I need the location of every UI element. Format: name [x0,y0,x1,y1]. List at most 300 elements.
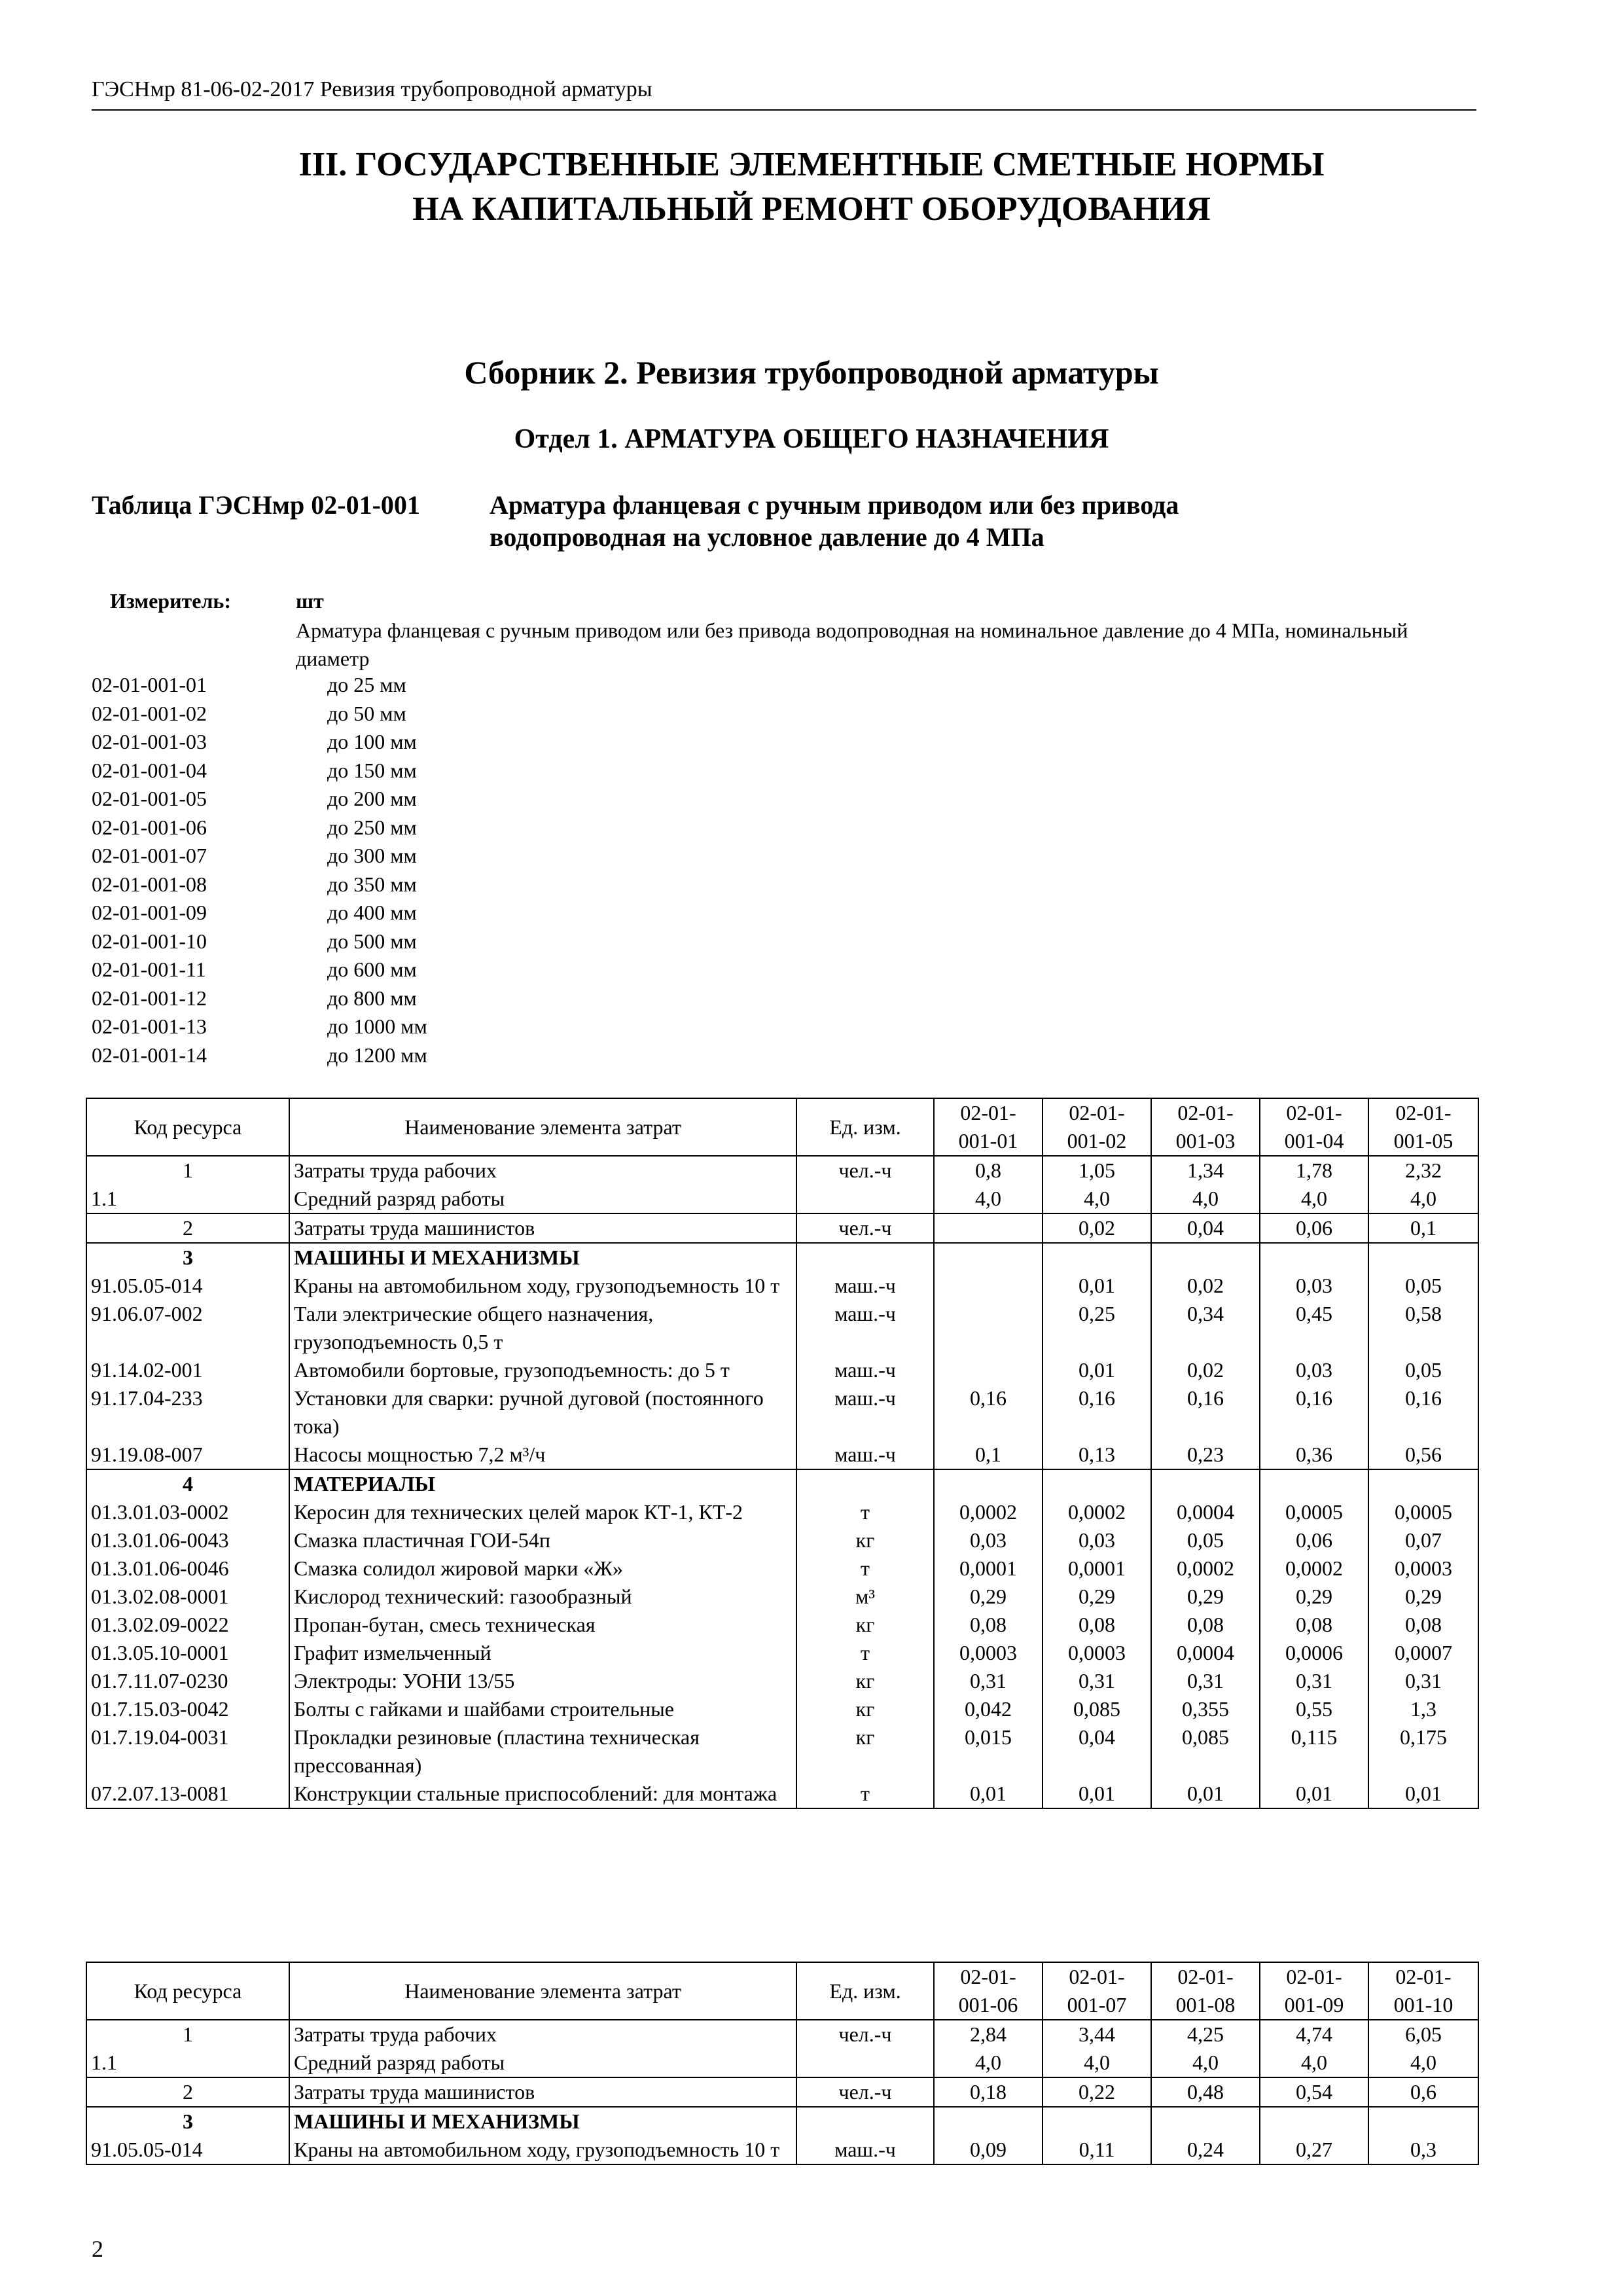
resource-code-cell: 91.05.05-014 [86,2136,289,2164]
value-cell: 0,04 [1151,1213,1260,1243]
page-number: 2 [92,2236,103,2262]
value-cell: 0,06 [1260,1213,1368,1243]
header-norm-code [1368,1962,1478,2020]
value-cell [1368,1243,1478,1272]
resource-code-cell: 01.3.01.06-0043 [86,1526,289,1554]
value-cell: 0,29 [1368,1583,1478,1611]
value-cell [1151,2107,1260,2136]
value-cell: 0,06 [1260,1526,1368,1554]
variant-code: 02-01-001-02 [92,701,207,725]
table-row [86,1300,1478,1356]
table-name-line-1: Арматура фланцевая с ручным приводом или без привода [490,490,1179,520]
cost-element-cell: Затраты труда рабочих [289,2020,796,2049]
value-cell [1368,1469,1478,1498]
cost-element-cell: Краны на автомобильном ходу, грузоподъемность 10 т [289,2136,796,2164]
variant-code: 02-01-001-14 [92,1043,207,1067]
header-norm-code [1151,1962,1260,2020]
value-cell: 1,3 [1368,1695,1478,1723]
variant-size: до 800 мм [327,986,417,1010]
value-cell: 4,0 [1043,1185,1151,1213]
value-cell: 0,31 [1151,1667,1260,1695]
value-cell: 0,02 [1151,1356,1260,1384]
value-cell [1260,2107,1368,2136]
norm-code-line: 02-01- [960,1965,1016,1988]
header-rule [92,109,1476,111]
value-cell: 4,25 [1151,2020,1260,2049]
cost-element-cell: Болты с гайками и шайбами строительные [289,1695,796,1723]
unit-cell: т [796,1639,934,1667]
header-resource-code: Код ресурса [86,1962,289,2020]
value-cell: 0,01 [1368,1780,1478,1808]
department-title: Отдел 1. АРМАТУРА ОБЩЕГО НАЗНАЧЕНИЯ [514,424,1109,454]
value-cell: 6,05 [1368,2020,1478,2049]
value-cell: 0,29 [1260,1583,1368,1611]
table-row [86,1272,1478,1300]
norm-code-line: 02-01- [1286,1101,1342,1124]
cost-element-cell: Кислород технический: газообразный [289,1583,796,1611]
value-cell: 0,16 [1368,1384,1478,1441]
value-cell: 0,08 [1043,1611,1151,1639]
unit-label: Измеритель: [110,589,231,613]
cost-element-cell: Пропан-бутан, смесь техническая [289,1611,796,1639]
unit-cell: кг [796,1667,934,1695]
value-cell: 0,55 [1260,1695,1368,1723]
unit-cell: чел.-ч [796,1156,934,1185]
variant-size: до 1000 мм [327,1014,427,1038]
variant-size: до 100 мм [327,730,417,753]
value-cell: 0,02 [1151,1272,1260,1300]
value-cell [1260,1243,1368,1272]
resource-code-cell: 4 [86,1469,289,1498]
collection-title: Сборник 2. Ревизия трубопроводной арматуры [464,354,1159,391]
value-cell: 0,48 [1151,2077,1260,2107]
resource-code-cell: 01.7.15.03-0042 [86,1695,289,1723]
variant-size: до 350 мм [327,872,417,896]
value-cell: 0,01 [1151,1780,1260,1808]
variant-code: 02-01-001-04 [92,758,207,782]
value-cell: 0,54 [1260,2077,1368,2107]
table-row [86,1639,1478,1667]
value-cell [1043,1243,1151,1272]
value-cell: 0,175 [1368,1723,1478,1780]
value-cell: 0,08 [1260,1611,1368,1639]
value-cell: 0,03 [934,1526,1043,1554]
norm-code-line: 001-04 [1284,1129,1344,1153]
table-row [86,1213,1478,1243]
table-row [86,1185,1478,1213]
value-cell: 0,0002 [1043,1498,1151,1526]
cost-element-cell: Средний разряд работы [289,2049,796,2077]
norm-code-line: 001-10 [1393,1993,1454,2017]
table-name-line-2: водопроводная на условное давление до 4 МПа [490,522,1044,552]
table-code: Таблица ГЭСНмр 02-01-001 [92,490,420,520]
part-title-line-1: III. ГОСУДАРСТВЕННЫЕ ЭЛЕМЕНТНЫЕ СМЕТНЫЕ НОРМЫ [298,146,1325,183]
norm-code-line: 02-01- [960,1101,1016,1124]
value-cell [1151,1469,1260,1498]
unit-cell [796,1243,934,1272]
value-cell: 0,115 [1260,1723,1368,1780]
table-row [86,1243,1478,1272]
cost-element-cell: Графит измельченный [289,1639,796,1667]
value-cell: 0,04 [1043,1723,1151,1780]
resource-code-cell: 01.3.02.08-0001 [86,1583,289,1611]
resource-code-cell: 2 [86,2077,289,2107]
cost-element-cell: Тали электрические общего назначения, грузоподъемность 0,5 т [289,1300,796,1356]
unit-description: Арматура фланцевая с ручным приводом или без привода водопроводная на номинальное давление до 4 МПа, номинальный диаметр [296,619,1408,670]
table-row [86,1384,1478,1441]
value-cell: 0,29 [934,1583,1043,1611]
value-cell: 4,0 [1151,2049,1260,2077]
cost-element-cell: Насосы мощностью 7,2 м³/ч [289,1441,796,1469]
resource-code-cell: 01.3.01.06-0046 [86,1554,289,1583]
value-cell: 0,13 [1043,1441,1151,1469]
unit-cell: т [796,1780,934,1808]
table-row [86,1723,1478,1780]
variant-code: 02-01-001-13 [92,1014,207,1038]
unit-cell [796,1469,934,1498]
header-norm-code [1260,1098,1368,1156]
table-row [86,1667,1478,1695]
table-row [86,1554,1478,1583]
unit-cell: кг [796,1611,934,1639]
value-cell: 0,16 [1151,1384,1260,1441]
resource-code-cell: 3 [86,1243,289,1272]
unit-cell: чел.-ч [796,2020,934,2049]
norm-code-line: 001-07 [1067,1993,1127,2017]
variant-code: 02-01-001-03 [92,730,207,753]
variant-size: до 400 мм [327,901,417,924]
value-cell: 0,01 [1260,1780,1368,1808]
value-cell: 0,45 [1260,1300,1368,1356]
value-cell: 4,0 [1151,1185,1260,1213]
variant-size: до 1200 мм [327,1043,427,1067]
table-row [86,1356,1478,1384]
norm-code-line: 001-09 [1284,1993,1344,2017]
norm-code-line: 001-02 [1067,1129,1127,1153]
value-cell: 4,0 [1260,1185,1368,1213]
value-cell: 2,84 [934,2020,1043,2049]
norms-table-1 [86,1098,1479,1809]
resource-code-cell: 01.7.19.04-0031 [86,1723,289,1780]
value-cell [1151,1243,1260,1272]
unit-cell: маш.-ч [796,1272,934,1300]
resource-code-cell: 1.1 [86,1185,289,1213]
value-cell: 0,08 [1368,1611,1478,1639]
cost-element-cell: Конструкции стальные приспособлений: для монтажа [289,1780,796,1808]
value-cell: 0,09 [934,2136,1043,2164]
cost-element-cell: Установки для сварки: ручной дуговой (постоянного тока) [289,1384,796,1441]
cost-element-cell: Смазка солидол жировой марки «Ж» [289,1554,796,1583]
unit-cell [796,2107,934,2136]
table-row [86,2049,1478,2077]
value-cell [934,1356,1043,1384]
value-cell: 0,58 [1368,1300,1478,1356]
cost-element-cell: Керосин для технических целей марок КТ-1, КТ-2 [289,1498,796,1526]
variant-size: до 300 мм [327,844,417,867]
table-row [86,1695,1478,1723]
header-norm-code [1368,1098,1478,1156]
table-row [86,1780,1478,1808]
norm-code-line: 02-01- [1395,1101,1452,1124]
resource-code-cell: 91.17.04-233 [86,1384,289,1441]
value-cell: 0,03 [1043,1526,1151,1554]
header-unit: Ед. изм. [796,1962,934,2020]
resource-code-cell: 1.1 [86,2049,289,2077]
value-cell [934,1272,1043,1300]
value-cell: 0,29 [1151,1583,1260,1611]
value-cell: 0,11 [1043,2136,1151,2164]
value-cell: 2,32 [1368,1156,1478,1185]
value-cell [1043,1469,1151,1498]
header-norm-code [934,1962,1043,2020]
value-cell: 0,01 [1043,1272,1151,1300]
value-cell: 0,0005 [1260,1498,1368,1526]
value-cell: 0,0001 [1043,1554,1151,1583]
resource-code-cell: 91.14.02-001 [86,1356,289,1384]
resource-code-cell: 01.3.05.10-0001 [86,1639,289,1667]
cost-element-cell: Смазка пластичная ГОИ-54п [289,1526,796,1554]
cost-element-cell: Затраты труда машинистов [289,1213,796,1243]
cost-element-cell: Автомобили бортовые, грузоподъемность: до 5 т [289,1356,796,1384]
unit-cell: маш.-ч [796,1300,934,1356]
cost-element-cell: МАТЕРИАЛЫ [289,1469,796,1498]
value-cell: 0,3 [1368,2136,1478,2164]
header-norm-code [1260,1962,1368,2020]
norm-code-line: 001-03 [1175,1129,1236,1153]
part-title-line-2: НА КАПИТАЛЬНЫЙ РЕМОНТ ОБОРУДОВАНИЯ [412,190,1211,228]
variant-code: 02-01-001-11 [92,958,206,981]
resource-code-cell: 3 [86,2107,289,2136]
value-cell: 0,07 [1368,1526,1478,1554]
table-row [86,2107,1478,2136]
variant-code: 02-01-001-07 [92,844,207,867]
table-row [86,2020,1478,2049]
value-cell: 0,01 [934,1780,1043,1808]
value-cell: 0,34 [1151,1300,1260,1356]
value-cell: 0,0001 [934,1554,1043,1583]
resource-code-cell: 01.3.01.03-0002 [86,1498,289,1526]
value-cell: 0,0006 [1260,1639,1368,1667]
table-row [86,1611,1478,1639]
unit-cell: т [796,1554,934,1583]
value-cell: 0,05 [1151,1526,1260,1554]
variant-code: 02-01-001-09 [92,901,207,924]
value-cell: 4,0 [1368,2049,1478,2077]
value-cell: 0,05 [1368,1356,1478,1384]
value-cell: 0,0003 [1043,1639,1151,1667]
cost-element-cell: Затраты труда рабочих [289,1156,796,1185]
resource-code-cell: 91.06.07-002 [86,1300,289,1356]
value-cell: 0,08 [1151,1611,1260,1639]
value-cell: 4,0 [1368,1185,1478,1213]
value-cell [1260,1469,1368,1498]
unit-cell: кг [796,1526,934,1554]
resource-code-cell: 01.3.02.09-0022 [86,1611,289,1639]
resource-code-cell: 91.19.08-007 [86,1441,289,1469]
value-cell: 0,31 [934,1667,1043,1695]
value-cell: 0,1 [934,1441,1043,1469]
value-cell: 0,18 [934,2077,1043,2107]
value-cell: 4,74 [1260,2020,1368,2049]
header-norm-code [934,1098,1043,1156]
value-cell: 0,0004 [1151,1639,1260,1667]
resource-code-cell: 2 [86,1213,289,1243]
norm-code-line: 02-01- [1069,1965,1125,1988]
value-cell: 0,01 [1043,1780,1151,1808]
unit-cell: чел.-ч [796,2077,934,2107]
cost-element-cell: Краны на автомобильном ходу, грузоподъемность 10 т [289,1272,796,1300]
cost-element-cell: Прокладки резиновые (пластина техническая прессованная) [289,1723,796,1780]
value-cell: 0,31 [1260,1667,1368,1695]
variant-code: 02-01-001-05 [92,787,207,810]
resource-code-cell: 07.2.07.13-0081 [86,1780,289,1808]
table-row [86,2136,1478,2164]
cost-element-cell: Затраты труда машинистов [289,2077,796,2107]
value-cell: 0,27 [1260,2136,1368,2164]
value-cell: 0,355 [1151,1695,1260,1723]
variant-code: 02-01-001-01 [92,673,207,696]
value-cell: 3,44 [1043,2020,1151,2049]
value-cell: 0,36 [1260,1441,1368,1469]
value-cell: 0,31 [1043,1667,1151,1695]
value-cell: 0,0007 [1368,1639,1478,1667]
value-cell: 0,03 [1260,1272,1368,1300]
value-cell: 0,0002 [1260,1554,1368,1583]
variant-size: до 200 мм [327,787,417,810]
value-cell: 0,25 [1043,1300,1151,1356]
header-norm-code [1043,1098,1151,1156]
variant-code: 02-01-001-08 [92,872,207,896]
value-cell: 0,085 [1151,1723,1260,1780]
value-cell [1368,2107,1478,2136]
value-cell [934,1213,1043,1243]
resource-code-cell: 91.05.05-014 [86,1272,289,1300]
norm-code-line: 001-08 [1175,1993,1236,2017]
value-cell: 1,05 [1043,1156,1151,1185]
value-cell: 0,24 [1151,2136,1260,2164]
unit-cell [796,2049,934,2077]
unit-cell: кг [796,1723,934,1780]
value-cell: 0,23 [1151,1441,1260,1469]
value-cell: 0,22 [1043,2077,1151,2107]
resource-code-cell: 01.7.11.07-0230 [86,1667,289,1695]
value-cell: 0,015 [934,1723,1043,1780]
value-cell: 0,0004 [1151,1498,1260,1526]
variant-size: до 500 мм [327,929,417,953]
value-cell: 1,78 [1260,1156,1368,1185]
header-norm-code [1151,1098,1260,1156]
value-cell: 0,56 [1368,1441,1478,1469]
table-row [86,1156,1478,1185]
value-cell: 0,8 [934,1156,1043,1185]
value-cell: 0,05 [1368,1272,1478,1300]
value-cell: 4,0 [1043,2049,1151,2077]
norm-code-line: 001-05 [1393,1129,1454,1153]
norm-code-line: 02-01- [1177,1965,1234,1988]
value-cell: 0,1 [1368,1213,1478,1243]
value-cell: 4,0 [1260,2049,1368,2077]
value-cell [934,1243,1043,1272]
value-cell: 0,0005 [1368,1498,1478,1526]
value-cell: 0,16 [1043,1384,1151,1441]
variant-code: 02-01-001-12 [92,986,207,1010]
value-cell [1043,2107,1151,2136]
value-cell [934,1469,1043,1498]
table-row [86,2077,1478,2107]
header-cost-element: Наименование элемента затрат [289,1098,796,1156]
norm-code-line: 001-01 [958,1129,1018,1153]
norm-code-line: 001-06 [958,1993,1018,2017]
unit-cell: маш.-ч [796,1384,934,1441]
variant-size: до 150 мм [327,758,417,782]
value-cell: 0,03 [1260,1356,1368,1384]
resource-code-cell: 1 [86,1156,289,1185]
table-row [86,1441,1478,1469]
norm-code-line: 02-01- [1177,1101,1234,1124]
running-header: ГЭСНмр 81-06-02-2017 Ревизия трубопроводной арматуры [92,77,652,101]
header-cost-element: Наименование элемента затрат [289,1962,796,2020]
table-row [86,1583,1478,1611]
variant-code: 02-01-001-06 [92,815,207,839]
value-cell: 0,01 [1043,1356,1151,1384]
variant-size: до 250 мм [327,815,417,839]
norm-code-line: 02-01- [1395,1965,1452,1988]
norm-code-line: 02-01- [1069,1101,1125,1124]
value-cell: 4,0 [934,2049,1043,2077]
value-cell: 0,085 [1043,1695,1151,1723]
header-unit: Ед. изм. [796,1098,934,1156]
value-cell [934,2107,1043,2136]
variant-size: до 50 мм [327,701,406,725]
cost-element-cell: Средний разряд работы [289,1185,796,1213]
value-cell: 4,0 [934,1185,1043,1213]
unit-value: шт [296,589,324,613]
value-cell: 0,0002 [1151,1554,1260,1583]
unit-cell: чел.-ч [796,1213,934,1243]
value-cell: 0,16 [934,1384,1043,1441]
header-resource-code: Код ресурса [86,1098,289,1156]
cost-element-cell: МАШИНЫ И МЕХАНИЗМЫ [289,1243,796,1272]
unit-cell: маш.-ч [796,1441,934,1469]
unit-cell: маш.-ч [796,1356,934,1384]
variant-size: до 25 мм [327,673,406,696]
variant-size: до 600 мм [327,958,417,981]
resource-code-cell: 1 [86,2020,289,2049]
value-cell [934,1300,1043,1356]
unit-cell: кг [796,1695,934,1723]
norm-code-line: 02-01- [1286,1965,1342,1988]
value-cell: 0,6 [1368,2077,1478,2107]
value-cell: 0,0003 [1368,1554,1478,1583]
value-cell: 0,08 [934,1611,1043,1639]
value-cell: 0,0002 [934,1498,1043,1526]
table-row [86,1526,1478,1554]
table-row [86,1469,1478,1498]
unit-cell: маш.-ч [796,2136,934,2164]
value-cell: 0,02 [1043,1213,1151,1243]
cost-element-cell: Электроды: УОНИ 13/55 [289,1667,796,1695]
value-cell: 0,0003 [934,1639,1043,1667]
value-cell: 0,29 [1043,1583,1151,1611]
cost-element-cell: МАШИНЫ И МЕХАНИЗМЫ [289,2107,796,2136]
unit-cell: м³ [796,1583,934,1611]
variant-code: 02-01-001-10 [92,929,207,953]
value-cell: 0,16 [1260,1384,1368,1441]
header-norm-code [1043,1962,1151,2020]
unit-cell [796,1185,934,1213]
value-cell: 0,042 [934,1695,1043,1723]
table-row [86,1498,1478,1526]
